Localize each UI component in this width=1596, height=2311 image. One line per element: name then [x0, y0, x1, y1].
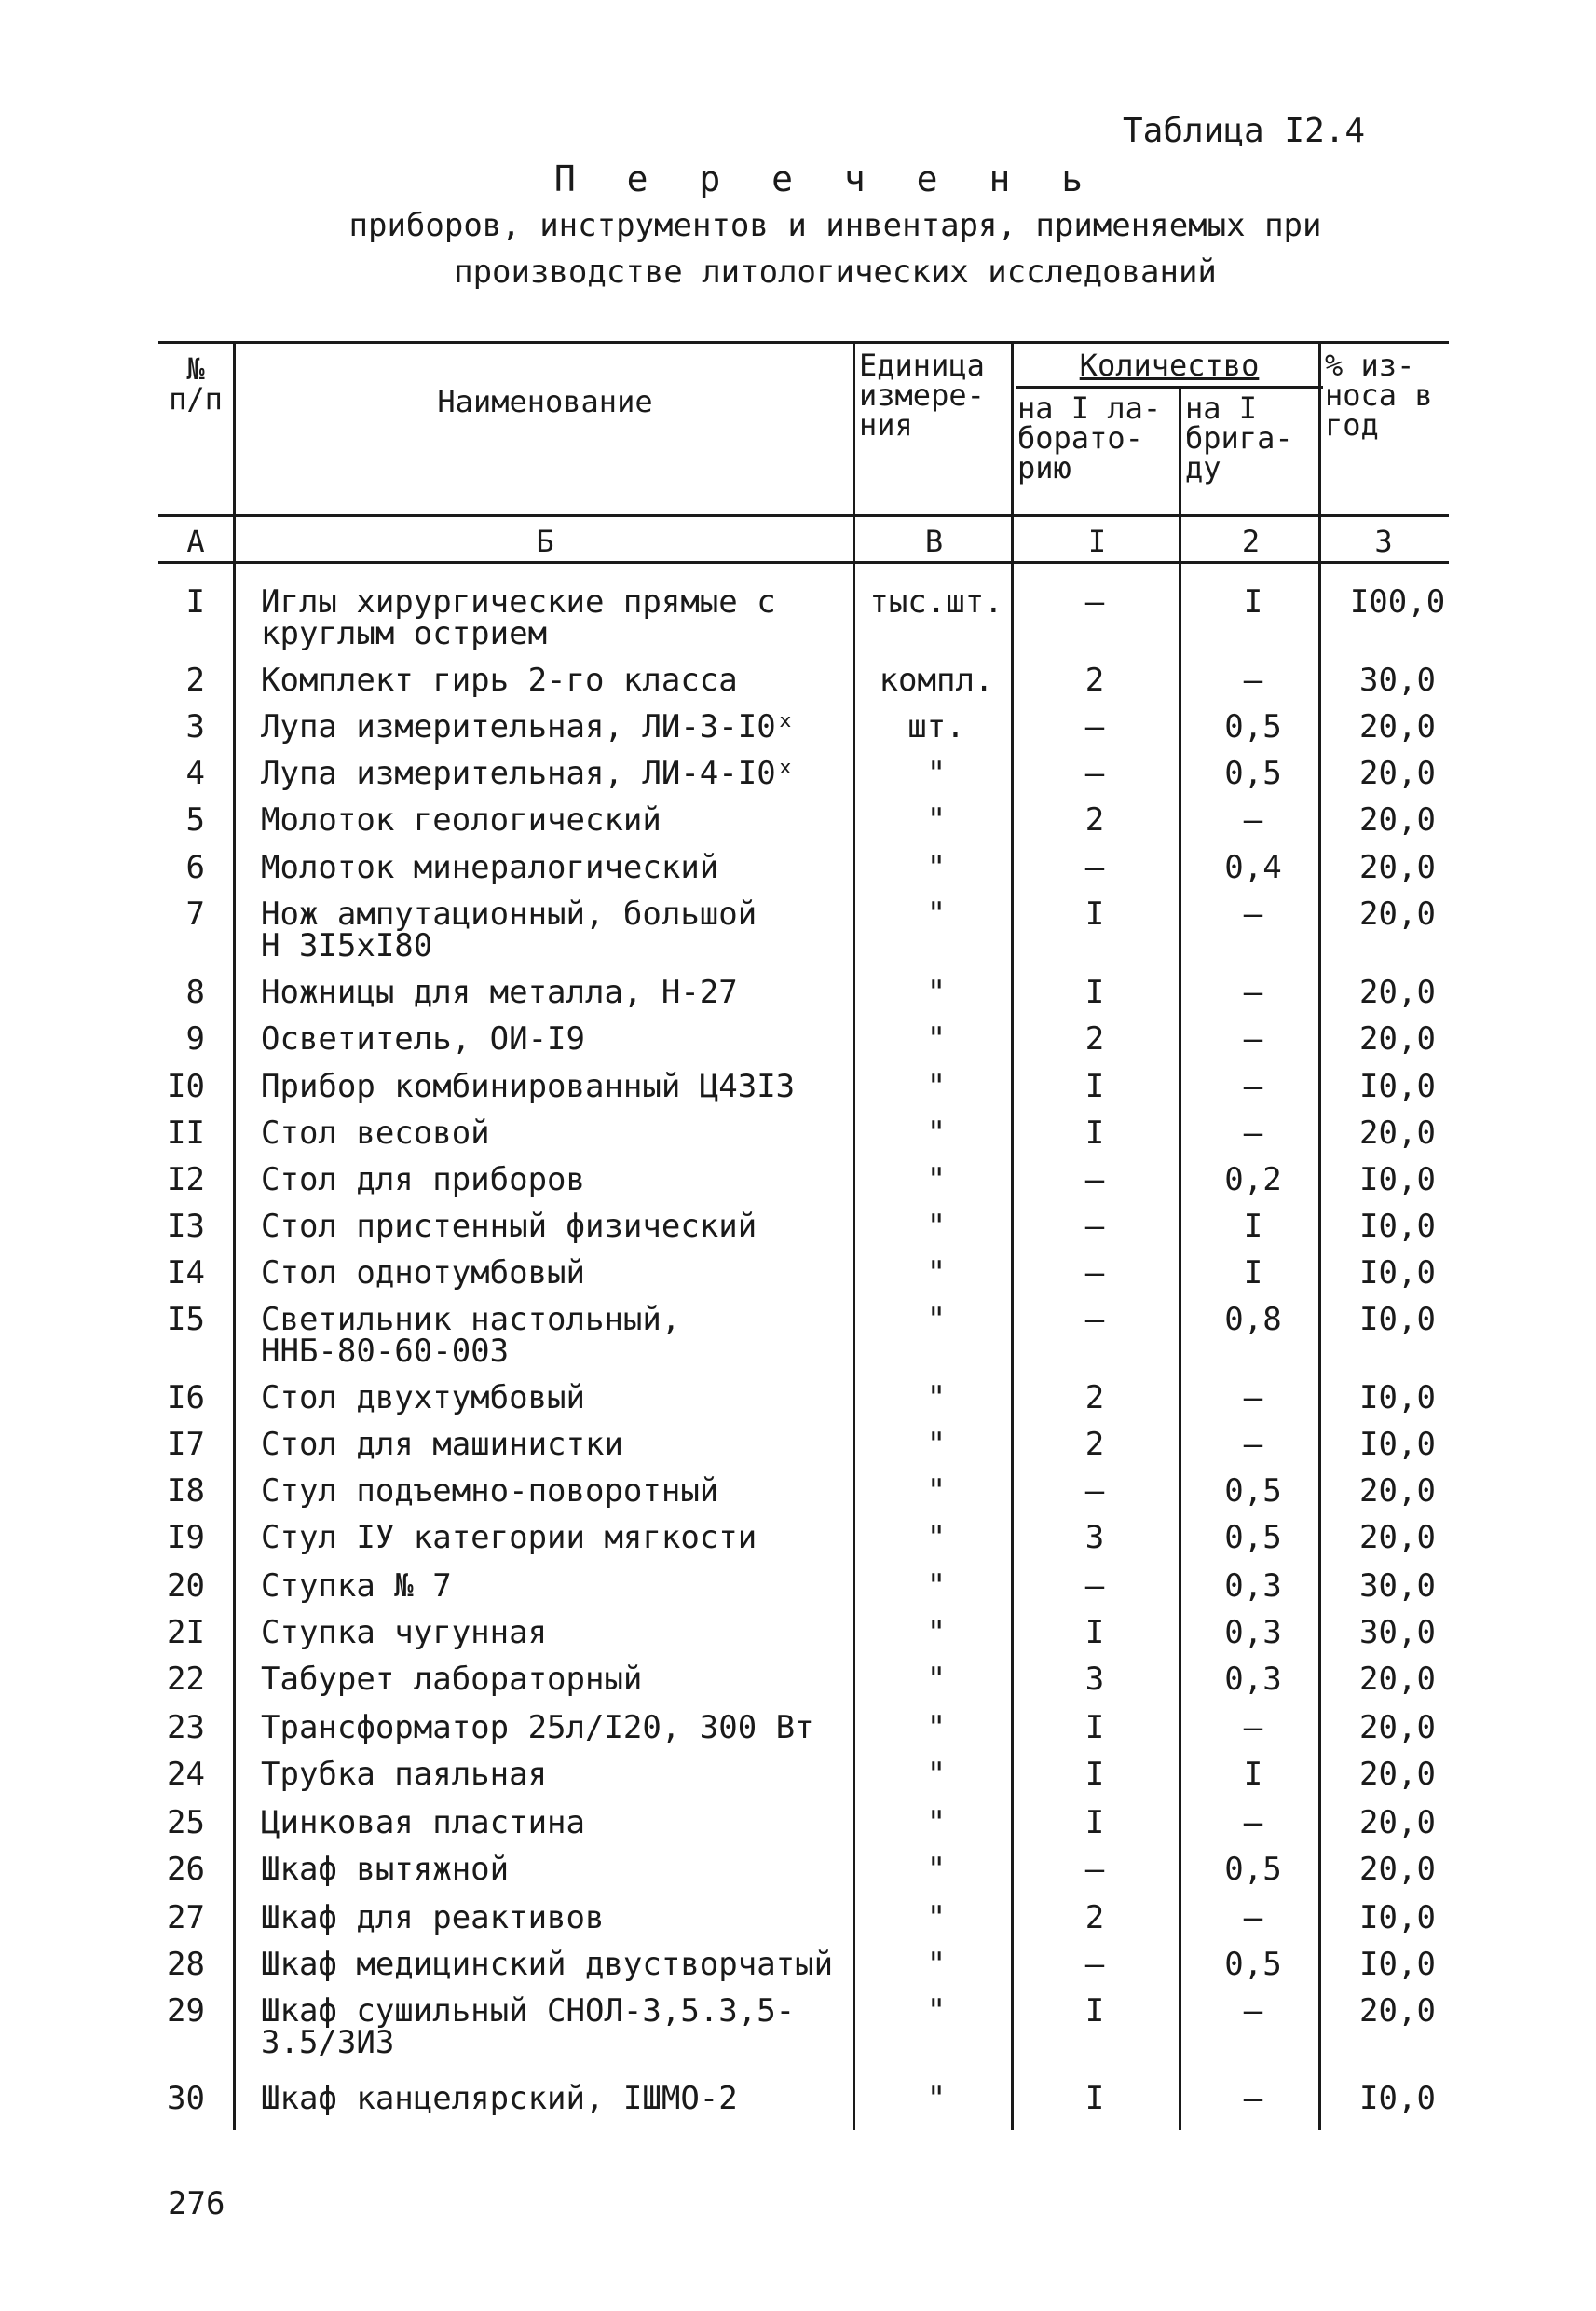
row-qty-per-brigade: – [1243, 1379, 1263, 1416]
row-wear-percent: 20,0 [1359, 1756, 1436, 1793]
row-unit: " [926, 1804, 947, 1841]
row-name: Стул подъемно-поворотный [261, 1472, 719, 1510]
row-unit: " [926, 1020, 947, 1058]
row-number: I0 [167, 1068, 205, 1105]
row-qty-per-brigade: 0,5 [1224, 1519, 1282, 1556]
row-number: I6 [167, 1379, 205, 1416]
row-qty-per-lab: 2 [1084, 1020, 1105, 1058]
row-qty-per-brigade: 0,8 [1224, 1301, 1282, 1338]
row-number: 25 [167, 1804, 205, 1841]
row-unit: тыс.шт. [869, 583, 1003, 621]
row-qty-per-lab: I [1084, 974, 1105, 1011]
row-wear-percent: 20,0 [1359, 1992, 1436, 2030]
row-wear-percent: 30,0 [1359, 1567, 1436, 1605]
row-name: Ступка чугунная [261, 1614, 548, 1651]
row-name-continuation: круглым острием [261, 615, 548, 652]
document-title: П е р е ч е н ь [553, 158, 1098, 199]
row-wear-percent: 20,0 [1359, 708, 1436, 745]
row-number: 6 [185, 849, 205, 886]
header-num: № п/п [169, 351, 223, 417]
column-letter: 3 [1374, 524, 1393, 559]
row-unit: " [926, 896, 947, 933]
table-top-rule [158, 341, 1449, 344]
row-qty-per-lab: – [1084, 849, 1105, 886]
row-qty-per-lab: I [1084, 1068, 1105, 1105]
row-name: Иглы хирургические прямые с [261, 583, 776, 621]
row-qty-per-lab: I [1084, 896, 1105, 933]
row-qty-per-brigade: 0,3 [1224, 1661, 1282, 1698]
row-wear-percent: 20,0 [1359, 1020, 1436, 1058]
row-number: 23 [167, 1709, 205, 1746]
row-unit: " [926, 1472, 947, 1510]
quantity-subheader-rule [1016, 386, 1323, 389]
row-qty-per-lab: – [1084, 708, 1105, 745]
row-unit: " [926, 849, 947, 886]
row-name: Лупа измерительная, ЛИ-3-I0ˣ [261, 708, 796, 745]
row-name: Стол однотумбовый [261, 1254, 585, 1292]
row-unit: " [926, 1567, 947, 1605]
row-unit: " [926, 1208, 947, 1245]
row-qty-per-brigade: – [1243, 1114, 1263, 1152]
row-wear-percent: 20,0 [1359, 1114, 1436, 1152]
row-number: 30 [167, 2080, 205, 2117]
page-number: 276 [168, 2185, 225, 2222]
header-per-brigade: на I брига- ду [1185, 390, 1293, 485]
row-wear-percent: 20,0 [1359, 896, 1436, 933]
header-per-lab: на I ла- борато- рию [1017, 390, 1162, 485]
row-unit: " [926, 1301, 947, 1338]
row-unit: " [926, 1899, 947, 1936]
row-qty-per-brigade: – [1243, 1709, 1263, 1746]
row-name: Прибор комбинированный Ц43I3 [261, 1068, 796, 1105]
row-number: 7 [185, 896, 205, 933]
row-wear-percent: 30,0 [1359, 1614, 1436, 1651]
row-name: Нож ампутационный, большой [261, 896, 757, 933]
document-subtitle-line-2: производстве литологических исследований [454, 253, 1217, 291]
row-name: Стул IУ категории мягкости [261, 1519, 757, 1556]
row-qty-per-brigade: 0,3 [1224, 1567, 1282, 1605]
row-qty-per-lab: 2 [1084, 1426, 1105, 1463]
row-unit: " [926, 1379, 947, 1416]
row-qty-per-lab: – [1084, 1254, 1105, 1292]
table-number: Таблица I2.4 [1123, 112, 1366, 150]
row-qty-per-brigade: – [1243, 1020, 1263, 1058]
row-number: I7 [167, 1426, 205, 1463]
row-unit: " [926, 1254, 947, 1292]
row-number: I2 [167, 1161, 205, 1198]
row-qty-per-brigade: I [1243, 1756, 1263, 1793]
row-qty-per-brigade: – [1243, 801, 1263, 839]
row-qty-per-lab: 2 [1084, 1379, 1105, 1416]
row-number: 29 [167, 1992, 205, 2030]
row-number: 4 [185, 755, 205, 792]
row-wear-percent: I0,0 [1359, 2080, 1436, 2117]
row-qty-per-brigade: – [1243, 1992, 1263, 2030]
row-qty-per-lab: – [1084, 1946, 1105, 1983]
row-wear-percent: 20,0 [1359, 974, 1436, 1011]
row-qty-per-brigade: I [1243, 1254, 1263, 1292]
row-qty-per-lab: – [1084, 1472, 1105, 1510]
column-letter: А [186, 524, 205, 559]
row-unit: " [926, 801, 947, 839]
column-letter: 2 [1241, 524, 1261, 559]
row-unit: " [926, 1519, 947, 1556]
row-unit: " [926, 1946, 947, 1983]
row-wear-percent: 20,0 [1359, 801, 1436, 839]
row-qty-per-lab: 2 [1084, 662, 1105, 699]
row-qty-per-lab: I [1084, 1709, 1105, 1746]
row-name: Стол для машинистки [261, 1426, 623, 1463]
row-unit: " [926, 1114, 947, 1152]
row-name: Молоток геологический [261, 801, 662, 839]
column-divider [853, 341, 855, 2130]
column-divider [1179, 386, 1181, 2130]
row-unit: " [926, 1851, 947, 1888]
row-number: 27 [167, 1899, 205, 1936]
row-qty-per-lab: – [1084, 1161, 1105, 1198]
row-qty-per-lab: 2 [1084, 1899, 1105, 1936]
row-qty-per-lab: I [1084, 1756, 1105, 1793]
row-name: Комплект гирь 2-го класса [261, 662, 738, 699]
row-unit: " [926, 974, 947, 1011]
row-number: II [167, 1114, 205, 1152]
row-name: Цинковая пластина [261, 1804, 585, 1841]
row-qty-per-brigade: 0,5 [1224, 708, 1282, 745]
row-qty-per-brigade: 0,5 [1224, 755, 1282, 792]
row-qty-per-lab: 2 [1084, 801, 1105, 839]
row-number: 8 [185, 974, 205, 1011]
row-qty-per-brigade: – [1243, 896, 1263, 933]
row-unit: " [926, 1161, 947, 1198]
row-qty-per-brigade: – [1243, 1804, 1263, 1841]
row-wear-percent: 20,0 [1359, 1851, 1436, 1888]
row-name: Трубка паяльная [261, 1756, 548, 1793]
row-qty-per-lab: – [1084, 1208, 1105, 1245]
row-qty-per-lab: 3 [1084, 1661, 1105, 1698]
row-name: Лупа измерительная, ЛИ-4-I0ˣ [261, 755, 796, 792]
row-wear-percent: I0,0 [1359, 1426, 1436, 1463]
row-wear-percent: 20,0 [1359, 1661, 1436, 1698]
row-qty-per-lab: I [1084, 1992, 1105, 2030]
row-qty-per-brigade: 0,3 [1224, 1614, 1282, 1651]
row-qty-per-lab: – [1084, 1567, 1105, 1605]
row-unit: шт. [907, 708, 965, 745]
header-wear: % из- носа в год [1325, 348, 1433, 443]
row-wear-percent: 20,0 [1359, 1519, 1436, 1556]
row-unit: " [926, 755, 947, 792]
row-name-continuation: 3.5/3И3 [261, 2024, 395, 2061]
row-name: Ступка № 7 [261, 1567, 452, 1605]
row-qty-per-lab: I [1084, 1804, 1105, 1841]
row-number: 3 [185, 708, 205, 745]
row-qty-per-brigade: – [1243, 662, 1263, 699]
row-wear-percent: I0,0 [1359, 1068, 1436, 1105]
row-name-continuation: Н 3I5хI80 [261, 927, 433, 964]
row-number: 26 [167, 1851, 205, 1888]
row-name: Осветитель, ОИ-I9 [261, 1020, 585, 1058]
row-unit: компл. [879, 662, 994, 699]
row-number: I3 [167, 1208, 205, 1245]
row-number: 20 [167, 1567, 205, 1605]
row-qty-per-brigade: – [1243, 974, 1263, 1011]
row-wear-percent: 20,0 [1359, 1804, 1436, 1841]
row-qty-per-brigade: 0,5 [1224, 1946, 1282, 1983]
document-subtitle-line-1: приборов, инструментов и инвентаря, применяемых при [348, 207, 1322, 244]
column-divider [233, 341, 236, 2130]
row-qty-per-lab: I [1084, 1614, 1105, 1651]
row-qty-per-lab: I [1084, 1114, 1105, 1152]
row-wear-percent: I0,0 [1359, 1161, 1436, 1198]
row-wear-percent: 20,0 [1359, 849, 1436, 886]
row-wear-percent: I0,0 [1359, 1301, 1436, 1338]
row-unit: " [926, 2080, 947, 2117]
row-qty-per-lab: – [1084, 1301, 1105, 1338]
row-name: Шкаф канцелярский, IШМО-2 [261, 2080, 738, 2117]
row-wear-percent: I0,0 [1359, 1946, 1436, 1983]
row-name: Молоток минералогический [261, 849, 719, 886]
row-qty-per-lab: – [1084, 1851, 1105, 1888]
row-name: Шкаф вытяжной [261, 1851, 510, 1888]
row-unit: " [926, 1614, 947, 1651]
row-qty-per-lab: – [1084, 583, 1105, 621]
row-qty-per-brigade: – [1243, 1426, 1263, 1463]
column-letter: В [924, 524, 944, 559]
row-unit: " [926, 1661, 947, 1698]
row-number: I8 [167, 1472, 205, 1510]
row-qty-per-brigade: 0,4 [1224, 849, 1282, 886]
row-unit: " [926, 1709, 947, 1746]
row-wear-percent: I0,0 [1359, 1899, 1436, 1936]
row-number: 2I [167, 1614, 205, 1651]
row-number: I9 [167, 1519, 205, 1556]
row-number: 24 [167, 1756, 205, 1793]
row-number: 9 [185, 1020, 205, 1058]
row-number: I [185, 583, 205, 621]
row-name-continuation: ННБ-80-60-003 [261, 1333, 510, 1370]
row-qty-per-brigade: I [1243, 1208, 1263, 1245]
row-unit: " [926, 1992, 947, 2030]
row-name: Стол двухтумбовый [261, 1379, 585, 1416]
header-bottom-rule [158, 514, 1449, 517]
row-qty-per-brigade: – [1243, 2080, 1263, 2117]
row-name: Стол для приборов [261, 1161, 585, 1198]
row-wear-percent: 20,0 [1359, 1709, 1436, 1746]
row-wear-percent: 20,0 [1359, 755, 1436, 792]
row-qty-per-brigade: 0,2 [1224, 1161, 1282, 1198]
row-number: 2 [185, 662, 205, 699]
header-name: Наименование [437, 384, 653, 419]
row-number: 22 [167, 1661, 205, 1698]
column-letter: Б [536, 524, 554, 559]
row-number: I4 [167, 1254, 205, 1292]
row-qty-per-lab: I [1084, 2080, 1105, 2117]
row-qty-per-brigade: 0,5 [1224, 1472, 1282, 1510]
row-unit: " [926, 1068, 947, 1105]
row-wear-percent: I0,0 [1359, 1379, 1436, 1416]
row-number: 5 [185, 801, 205, 839]
header-unit: Единица измере- ния [859, 348, 985, 443]
row-wear-percent: 30,0 [1359, 662, 1436, 699]
column-letter: I [1087, 524, 1107, 559]
row-name: Стол пристенный физический [261, 1208, 757, 1245]
row-qty-per-brigade: – [1243, 1068, 1263, 1105]
row-qty-per-brigade: 0,5 [1224, 1851, 1282, 1888]
row-unit: " [926, 1756, 947, 1793]
row-name: Ножницы для металла, Н-27 [261, 974, 738, 1011]
row-qty-per-brigade: I [1243, 583, 1263, 621]
row-wear-percent: I0,0 [1359, 1208, 1436, 1245]
column-letters-rule [158, 561, 1449, 564]
row-name: Табурет лабораторный [261, 1661, 643, 1698]
row-number: 28 [167, 1946, 205, 1983]
header-quantity: Количество [1079, 348, 1260, 383]
row-qty-per-lab: 3 [1084, 1519, 1105, 1556]
row-name: Трансформатор 25л/I20, 300 Вт [261, 1709, 814, 1746]
row-wear-percent: I0,0 [1359, 1254, 1436, 1292]
row-qty-per-lab: – [1084, 755, 1105, 792]
row-wear-percent: 20,0 [1359, 1472, 1436, 1510]
row-name: Стол весовой [261, 1114, 490, 1152]
row-number: I5 [167, 1301, 205, 1338]
row-name: Шкаф медицинский двустворчатый [261, 1946, 834, 1983]
row-wear-percent: I00,0 [1349, 583, 1446, 621]
row-name: Светильник настольный, [261, 1301, 681, 1338]
row-name: Шкаф для реактивов [261, 1899, 605, 1936]
row-qty-per-brigade: – [1243, 1899, 1263, 1936]
row-unit: " [926, 1426, 947, 1463]
row-name: Шкаф сушильный СНОЛ-3,5.3,5- [261, 1992, 796, 2030]
